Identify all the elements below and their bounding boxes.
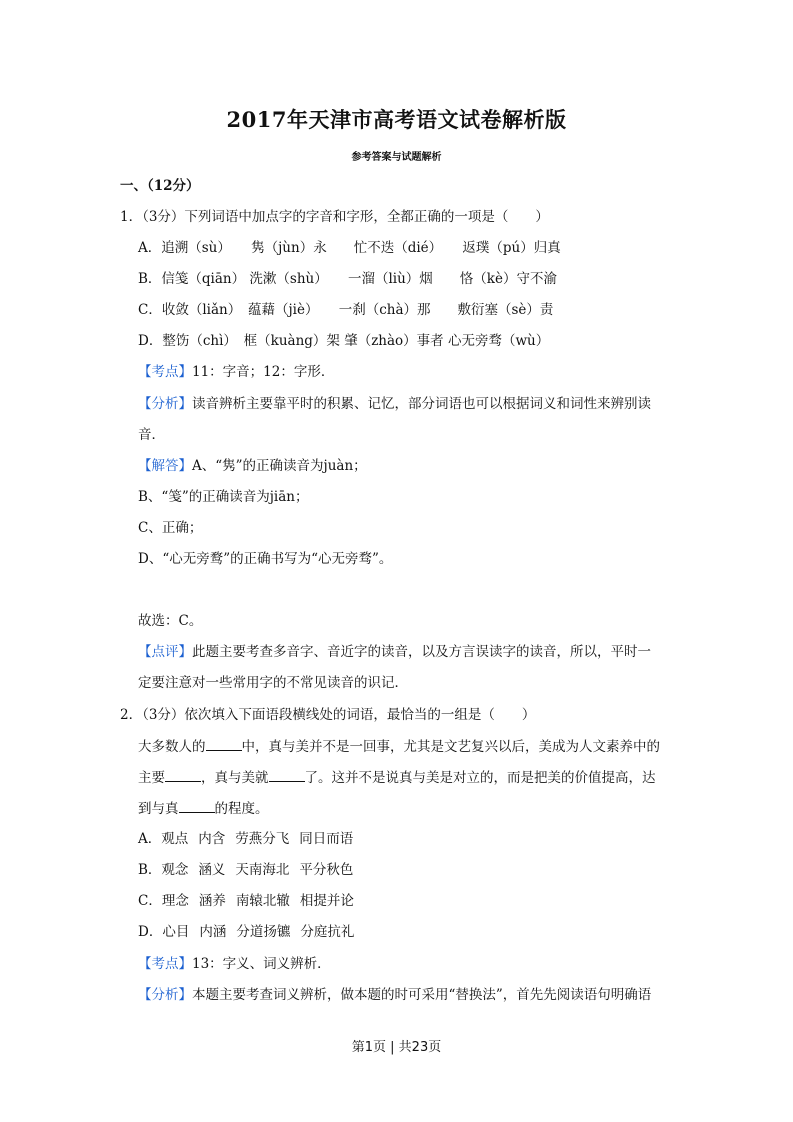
- option-word: 劳燕分飞: [235, 831, 290, 847]
- option-word: 天南海北: [235, 862, 290, 878]
- dianping-tag: 【点评】: [138, 644, 192, 660]
- fenxi-text: 读音辨析主要靠平时的积累、记忆，部分词语也可以根据词义和词性来辨别读: [192, 396, 651, 412]
- q2-passage-line-1: [138, 738, 660, 755]
- page-title: 2017年天津市高考语文试卷解析版: [226, 107, 567, 132]
- page-subtitle: 参考答案与试题解析: [351, 152, 442, 163]
- q1-answer-c: C、正确；: [138, 520, 203, 536]
- option-word: 相提并论: [299, 893, 354, 909]
- kaodian-text: 13：字义、词义辨析．: [192, 956, 331, 972]
- q1-answer-d: D、“心无旁鹜”的正确书写为“心无旁骛”。: [138, 551, 393, 567]
- q1-fenxi: [138, 396, 651, 412]
- q2-option-a: [138, 831, 353, 847]
- q2-passage-line-2: [138, 769, 656, 786]
- option-word: D．心目: [138, 924, 190, 940]
- q2-kaodian: [138, 956, 331, 972]
- passage-text: 到与真: [138, 801, 179, 817]
- option-word: A．观点: [138, 831, 189, 847]
- dianping-text: 此题主要考查多音字、音近字的读音，以及方言误读字的读音，所以，平时一: [192, 644, 651, 660]
- kaodian-tag: 【考点】: [138, 956, 192, 972]
- option-word: 涵养: [198, 893, 226, 909]
- q1-dianping: [138, 644, 651, 660]
- option-word: 分道扬镳: [236, 924, 291, 940]
- q2-fenxi: [138, 987, 651, 1003]
- option-word: 同日而语: [299, 831, 354, 847]
- kaodian-text: 11：字音；12：字形．: [192, 364, 335, 380]
- jieda-text: A、“隽”的正确读音为juàn；: [192, 458, 367, 474]
- fill-blank: [206, 738, 242, 751]
- q2-option-b: [138, 862, 353, 878]
- q1-jieda: [138, 458, 367, 474]
- passage-text: 了。这并不是说真与美是对立的，而是把美的价值提高，达: [304, 770, 656, 786]
- option-word: 内涵: [199, 924, 227, 940]
- option-word: C．理念: [138, 893, 189, 909]
- page-footer: 第1页 | 共23页: [351, 1040, 442, 1055]
- q2-passage-line-3: [138, 800, 269, 817]
- q1-option-a: A．追溯（sù） 隽（jùn）永 忙不迭（dié） 返璞（pú）归真: [138, 240, 561, 256]
- fenxi-text: 本题主要考查词义辨析，做本题的时可采用“替换法”，首先先阅读语句明确语: [192, 987, 652, 1003]
- fill-blank: [269, 769, 305, 782]
- option-word: 内含: [198, 831, 226, 847]
- option-word: 分庭抗礼: [300, 924, 355, 940]
- q1-option-d: D．整饬（chì） 框（kuàng）架 肇（zhào）事者 心无旁骛（wù）: [138, 333, 550, 349]
- fenxi-tag: 【分析】: [138, 987, 192, 1003]
- option-word: 平分秋色: [299, 862, 354, 878]
- passage-text: 大多数人的: [138, 739, 206, 755]
- q1-option-c: C．收敛（liǎn） 蕴藉（jiè） 一刹（chà）那 敷衍塞（sè）责: [138, 302, 554, 318]
- q2-stem: 2．（3分）依次填入下面语段横线处的词语，最恰当的一组是（ ）: [120, 707, 536, 723]
- fenxi-tag: 【分析】: [138, 396, 192, 412]
- q1-option-b: B．信笺（qiān） 洗漱（shù） 一溜（liù）烟 恪（kè）守不渝: [138, 271, 557, 287]
- kaodian-tag: 【考点】: [138, 364, 192, 380]
- passage-text: ，真与美就: [201, 770, 269, 786]
- fill-blank: [179, 800, 215, 813]
- fill-blank: [165, 769, 201, 782]
- q1-fenxi-cont: 音．: [138, 427, 165, 443]
- q1-kaodian: [138, 364, 334, 380]
- q1-answer-b: B、“笺”的正确读音为jiān；: [138, 489, 309, 505]
- q2-option-d: [138, 924, 354, 940]
- jieda-tag: 【解答】: [138, 458, 192, 474]
- passage-text: 的程度。: [214, 801, 269, 817]
- option-word: 南辕北辙: [235, 893, 290, 909]
- q1-choice: 故选：C。: [138, 613, 203, 629]
- passage-text: 主要: [138, 770, 165, 786]
- option-word: B．观念: [138, 862, 189, 878]
- passage-text: 中，真与美并不是一回事，尤其是文艺复兴以后，美成为人文素养中的: [241, 739, 660, 755]
- q1-dianping-cont: 定要注意对一些常用字的不常见读音的识记．: [138, 675, 408, 691]
- option-word: 涵义: [198, 862, 226, 878]
- q1-stem: 1．（3分）下列词语中加点字的字音和字形，全都正确的一项是（ ）: [120, 209, 549, 225]
- section-heading: 一、（12分）: [120, 178, 200, 194]
- q2-option-c: [138, 893, 354, 909]
